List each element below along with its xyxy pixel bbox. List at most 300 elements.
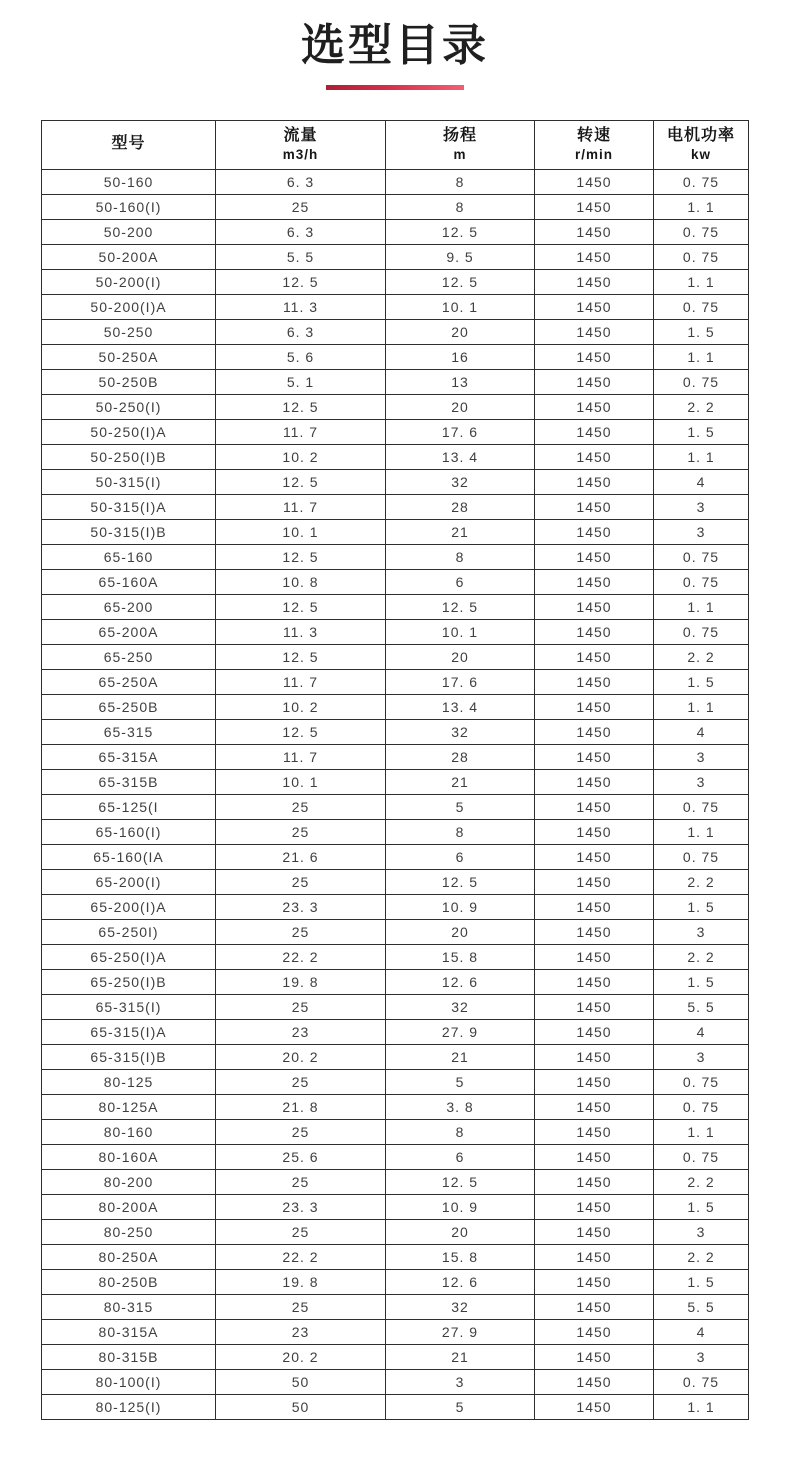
value-cell: 5. 5: [654, 994, 749, 1019]
value-cell: 10. 1: [386, 619, 535, 644]
table-row: [42, 669, 749, 694]
value-cell: 3: [654, 494, 749, 519]
value-cell: 1. 1: [654, 1119, 749, 1144]
model-cell: 50-250A: [42, 344, 216, 369]
table-row: [42, 169, 749, 194]
value-cell: 1450: [535, 494, 654, 519]
value-cell: 19. 8: [216, 969, 386, 994]
value-cell: 1450: [535, 844, 654, 869]
table-row: [42, 719, 749, 744]
value-cell: 25: [216, 1119, 386, 1144]
value-cell: 32: [386, 994, 535, 1019]
value-cell: 2. 2: [654, 944, 749, 969]
value-cell: 32: [386, 1294, 535, 1319]
table-row: [42, 569, 749, 594]
value-cell: 12. 5: [386, 869, 535, 894]
value-cell: 1450: [535, 619, 654, 644]
model-cell: 50-160: [42, 169, 216, 194]
value-cell: 22. 2: [216, 944, 386, 969]
value-cell: 25: [216, 194, 386, 219]
value-cell: 1450: [535, 719, 654, 744]
value-cell: 5. 5: [654, 1294, 749, 1319]
value-cell: 19. 8: [216, 1269, 386, 1294]
value-cell: 50: [216, 1369, 386, 1394]
value-cell: 2. 2: [654, 394, 749, 419]
value-cell: 12. 5: [216, 394, 386, 419]
value-cell: 4: [654, 1019, 749, 1044]
table-row: [42, 194, 749, 219]
table-row: [42, 1394, 749, 1419]
value-cell: 28: [386, 744, 535, 769]
value-cell: 12. 5: [386, 219, 535, 244]
table-row: [42, 1019, 749, 1044]
value-cell: 1. 5: [654, 969, 749, 994]
value-cell: 11. 3: [216, 619, 386, 644]
value-cell: 2. 2: [654, 1169, 749, 1194]
value-cell: 0. 75: [654, 569, 749, 594]
table-row: [42, 1294, 749, 1319]
value-cell: 17. 6: [386, 419, 535, 444]
value-cell: 1450: [535, 1244, 654, 1269]
table-row: [42, 469, 749, 494]
value-cell: 1450: [535, 1319, 654, 1344]
value-cell: 0. 75: [654, 1094, 749, 1119]
column-unit: m3/h: [282, 147, 319, 163]
table-row: [42, 1169, 749, 1194]
table-row: [42, 1369, 749, 1394]
value-cell: 25: [216, 919, 386, 944]
model-cell: 80-160A: [42, 1144, 216, 1169]
value-cell: 6: [386, 569, 535, 594]
value-cell: 1450: [535, 394, 654, 419]
value-cell: 4: [654, 719, 749, 744]
value-cell: 2. 2: [654, 644, 749, 669]
value-cell: 1. 5: [654, 1269, 749, 1294]
value-cell: 1450: [535, 419, 654, 444]
table-row: [42, 1069, 749, 1094]
value-cell: 1450: [535, 344, 654, 369]
model-cell: 65-160(IA: [42, 844, 216, 869]
value-cell: 0. 75: [654, 794, 749, 819]
model-cell: 65-200: [42, 594, 216, 619]
value-cell: 25: [216, 869, 386, 894]
value-cell: 3: [654, 744, 749, 769]
value-cell: 11. 3: [216, 294, 386, 319]
table-row: [42, 694, 749, 719]
model-cell: 65-125(I: [42, 794, 216, 819]
table-row: [42, 244, 749, 269]
value-cell: 25: [216, 1294, 386, 1319]
value-cell: 1. 5: [654, 1194, 749, 1219]
table-row: [42, 269, 749, 294]
table-row: [42, 1144, 749, 1169]
value-cell: 12. 5: [216, 644, 386, 669]
value-cell: 1450: [535, 644, 654, 669]
value-cell: 0. 75: [654, 1069, 749, 1094]
value-cell: 8: [386, 194, 535, 219]
table-row: [42, 1269, 749, 1294]
model-cell: 65-315: [42, 719, 216, 744]
value-cell: 23: [216, 1319, 386, 1344]
table-row: [42, 844, 749, 869]
column-label: 流量: [283, 127, 318, 145]
value-cell: 25. 6: [216, 1144, 386, 1169]
value-cell: 1450: [535, 444, 654, 469]
column-label: 型号: [111, 135, 146, 153]
model-cell: 50-200(I)A: [42, 294, 216, 319]
value-cell: 1. 1: [654, 344, 749, 369]
value-cell: 12. 5: [216, 469, 386, 494]
table-row: [42, 1244, 749, 1269]
table-row: [42, 619, 749, 644]
table-row: [42, 519, 749, 544]
value-cell: 1450: [535, 1119, 654, 1144]
value-cell: 21: [386, 1344, 535, 1369]
model-cell: 65-250: [42, 644, 216, 669]
value-cell: 25: [216, 819, 386, 844]
model-cell: 50-250(I)A: [42, 419, 216, 444]
table-row: [42, 369, 749, 394]
model-cell: 65-200(I): [42, 869, 216, 894]
value-cell: 16: [386, 344, 535, 369]
pump-spec-table: [41, 120, 749, 1420]
table-row: [42, 319, 749, 344]
table-row: [42, 494, 749, 519]
value-cell: 1450: [535, 1019, 654, 1044]
value-cell: 6. 3: [216, 169, 386, 194]
table-row: [42, 1044, 749, 1069]
model-cell: 80-315A: [42, 1319, 216, 1344]
value-cell: 23. 3: [216, 1194, 386, 1219]
column-header: [535, 120, 654, 169]
value-cell: 0. 75: [654, 369, 749, 394]
value-cell: 3. 8: [386, 1094, 535, 1119]
table-row: [42, 219, 749, 244]
value-cell: 22. 2: [216, 1244, 386, 1269]
value-cell: 12. 5: [216, 594, 386, 619]
value-cell: 1. 5: [654, 319, 749, 344]
model-cell: 80-200A: [42, 1194, 216, 1219]
column-unit: m: [453, 147, 467, 163]
value-cell: 11. 7: [216, 744, 386, 769]
model-cell: 65-250(I)A: [42, 944, 216, 969]
model-cell: 65-160: [42, 544, 216, 569]
title-underline: [326, 85, 464, 90]
table-row: [42, 994, 749, 1019]
value-cell: 15. 8: [386, 944, 535, 969]
model-cell: 50-315(I)B: [42, 519, 216, 544]
value-cell: 1450: [535, 1294, 654, 1319]
column-unit: kw: [690, 147, 711, 163]
value-cell: 10. 1: [216, 519, 386, 544]
value-cell: 17. 6: [386, 669, 535, 694]
model-cell: 50-200: [42, 219, 216, 244]
value-cell: 0. 75: [654, 844, 749, 869]
value-cell: 0. 75: [654, 294, 749, 319]
value-cell: 1450: [535, 294, 654, 319]
value-cell: 1450: [535, 194, 654, 219]
value-cell: 21. 8: [216, 1094, 386, 1119]
model-cell: 80-315: [42, 1294, 216, 1319]
value-cell: 1450: [535, 1069, 654, 1094]
table-row: [42, 1119, 749, 1144]
value-cell: 12. 6: [386, 969, 535, 994]
model-cell: 80-250B: [42, 1269, 216, 1294]
model-cell: 80-200: [42, 1169, 216, 1194]
value-cell: 25: [216, 1069, 386, 1094]
model-cell: 65-160A: [42, 569, 216, 594]
value-cell: 1450: [535, 1344, 654, 1369]
value-cell: 3: [654, 1344, 749, 1369]
value-cell: 21: [386, 1044, 535, 1069]
value-cell: 1450: [535, 369, 654, 394]
value-cell: 3: [654, 919, 749, 944]
value-cell: 20: [386, 644, 535, 669]
value-cell: 1450: [535, 669, 654, 694]
value-cell: 0. 75: [654, 1144, 749, 1169]
value-cell: 1450: [535, 1144, 654, 1169]
table-row: [42, 1194, 749, 1219]
table-row: [42, 444, 749, 469]
table-row: [42, 819, 749, 844]
table-row: [42, 1344, 749, 1369]
value-cell: 1450: [535, 1194, 654, 1219]
value-cell: 1450: [535, 519, 654, 544]
value-cell: 12. 5: [216, 719, 386, 744]
value-cell: 12. 6: [386, 1269, 535, 1294]
table-row: [42, 544, 749, 569]
value-cell: 20: [386, 1219, 535, 1244]
value-cell: 1450: [535, 794, 654, 819]
value-cell: 20: [386, 919, 535, 944]
value-cell: 8: [386, 1119, 535, 1144]
value-cell: 3: [654, 1044, 749, 1069]
model-cell: 80-125(I): [42, 1394, 216, 1419]
value-cell: 1450: [535, 1219, 654, 1244]
value-cell: 23: [216, 1019, 386, 1044]
value-cell: 20: [386, 319, 535, 344]
value-cell: 6. 3: [216, 219, 386, 244]
value-cell: 1. 5: [654, 419, 749, 444]
value-cell: 1450: [535, 569, 654, 594]
value-cell: 12. 5: [216, 269, 386, 294]
value-cell: 11. 7: [216, 669, 386, 694]
model-cell: 50-250B: [42, 369, 216, 394]
value-cell: 12. 5: [216, 544, 386, 569]
table-row: [42, 394, 749, 419]
value-cell: 11. 7: [216, 494, 386, 519]
value-cell: 15. 8: [386, 1244, 535, 1269]
value-cell: 4: [654, 469, 749, 494]
value-cell: 1450: [535, 1044, 654, 1069]
value-cell: 0. 75: [654, 169, 749, 194]
model-cell: 80-250A: [42, 1244, 216, 1269]
model-cell: 50-250(I): [42, 394, 216, 419]
column-header: [386, 120, 535, 169]
value-cell: 1450: [535, 744, 654, 769]
table-row: [42, 969, 749, 994]
model-cell: 80-100(I): [42, 1369, 216, 1394]
value-cell: 2. 2: [654, 869, 749, 894]
value-cell: 12. 5: [386, 594, 535, 619]
value-cell: 0. 75: [654, 1369, 749, 1394]
model-cell: 65-250I): [42, 919, 216, 944]
value-cell: 20. 2: [216, 1044, 386, 1069]
value-cell: 3: [654, 1219, 749, 1244]
value-cell: 5: [386, 1069, 535, 1094]
value-cell: 1450: [535, 769, 654, 794]
value-cell: 6: [386, 1144, 535, 1169]
table-row: [42, 944, 749, 969]
value-cell: 50: [216, 1394, 386, 1419]
table-row: [42, 869, 749, 894]
value-cell: 8: [386, 819, 535, 844]
model-cell: 65-315(I)A: [42, 1019, 216, 1044]
model-cell: 50-200A: [42, 244, 216, 269]
model-cell: 65-200(I)A: [42, 894, 216, 919]
model-cell: 80-250: [42, 1219, 216, 1244]
value-cell: 1450: [535, 1269, 654, 1294]
value-cell: 1. 1: [654, 444, 749, 469]
value-cell: 1. 1: [654, 694, 749, 719]
value-cell: 1450: [535, 219, 654, 244]
value-cell: 1450: [535, 1094, 654, 1119]
table-row: [42, 794, 749, 819]
value-cell: 21: [386, 769, 535, 794]
value-cell: 21: [386, 519, 535, 544]
value-cell: 9. 5: [386, 244, 535, 269]
value-cell: 10. 9: [386, 1194, 535, 1219]
value-cell: 1450: [535, 469, 654, 494]
value-cell: 5. 1: [216, 369, 386, 394]
value-cell: 8: [386, 544, 535, 569]
column-header: [216, 120, 386, 169]
value-cell: 23. 3: [216, 894, 386, 919]
value-cell: 25: [216, 994, 386, 1019]
page-title: 选型目录: [301, 21, 489, 70]
value-cell: 13: [386, 369, 535, 394]
model-cell: 65-250B: [42, 694, 216, 719]
value-cell: 5. 6: [216, 344, 386, 369]
value-cell: 1450: [535, 944, 654, 969]
model-cell: 65-315(I): [42, 994, 216, 1019]
value-cell: 10. 1: [386, 294, 535, 319]
table-row: [42, 1094, 749, 1119]
column-header: [42, 120, 216, 169]
table-row: [42, 919, 749, 944]
value-cell: 10. 1: [216, 769, 386, 794]
value-cell: 1450: [535, 819, 654, 844]
model-cell: 50-200(I): [42, 269, 216, 294]
table-row: [42, 294, 749, 319]
value-cell: 12. 5: [386, 269, 535, 294]
model-cell: 50-160(I): [42, 194, 216, 219]
value-cell: 11. 7: [216, 419, 386, 444]
table-row: [42, 644, 749, 669]
value-cell: 1. 1: [654, 194, 749, 219]
model-cell: 65-200A: [42, 619, 216, 644]
model-cell: 65-250(I)B: [42, 969, 216, 994]
model-cell: 65-160(I): [42, 819, 216, 844]
table-row: [42, 419, 749, 444]
value-cell: 32: [386, 469, 535, 494]
table-header: [42, 120, 749, 169]
value-cell: 3: [654, 519, 749, 544]
model-cell: 65-250A: [42, 669, 216, 694]
value-cell: 27. 9: [386, 1319, 535, 1344]
value-cell: 10. 2: [216, 694, 386, 719]
value-cell: 21. 6: [216, 844, 386, 869]
model-cell: 65-315(I)B: [42, 1044, 216, 1069]
value-cell: 1450: [535, 869, 654, 894]
column-label: 电机功率: [666, 127, 735, 145]
value-cell: 13. 4: [386, 444, 535, 469]
value-cell: 4: [654, 1319, 749, 1344]
value-cell: 25: [216, 1219, 386, 1244]
value-cell: 10. 9: [386, 894, 535, 919]
value-cell: 5: [386, 1394, 535, 1419]
table-row: [42, 744, 749, 769]
table-row: [42, 1219, 749, 1244]
value-cell: 1450: [535, 244, 654, 269]
table-row: [42, 594, 749, 619]
value-cell: 5: [386, 794, 535, 819]
value-cell: 32: [386, 719, 535, 744]
value-cell: 8: [386, 169, 535, 194]
value-cell: 10. 2: [216, 444, 386, 469]
model-cell: 65-315B: [42, 769, 216, 794]
value-cell: 1. 1: [654, 594, 749, 619]
table-row: [42, 769, 749, 794]
model-cell: 50-315(I): [42, 469, 216, 494]
value-cell: 0. 75: [654, 544, 749, 569]
value-cell: 1450: [535, 969, 654, 994]
table-body: [42, 169, 749, 1419]
value-cell: 6. 3: [216, 319, 386, 344]
column-label: 扬程: [442, 127, 477, 145]
column-label: 转速: [576, 127, 611, 145]
model-cell: 50-250: [42, 319, 216, 344]
value-cell: 20. 2: [216, 1344, 386, 1369]
value-cell: 5. 5: [216, 244, 386, 269]
value-cell: 6: [386, 844, 535, 869]
value-cell: 27. 9: [386, 1019, 535, 1044]
table-row: [42, 344, 749, 369]
model-cell: 65-315A: [42, 744, 216, 769]
value-cell: 1. 5: [654, 894, 749, 919]
header-row: [42, 120, 749, 169]
value-cell: 1. 1: [654, 269, 749, 294]
value-cell: 1450: [535, 1394, 654, 1419]
value-cell: 1450: [535, 544, 654, 569]
value-cell: 25: [216, 1169, 386, 1194]
value-cell: 1450: [535, 594, 654, 619]
value-cell: 28: [386, 494, 535, 519]
value-cell: 1450: [535, 694, 654, 719]
value-cell: 0. 75: [654, 619, 749, 644]
value-cell: 12. 5: [386, 1169, 535, 1194]
value-cell: 1450: [535, 269, 654, 294]
value-cell: 13. 4: [386, 694, 535, 719]
value-cell: 1450: [535, 994, 654, 1019]
value-cell: 1. 1: [654, 819, 749, 844]
value-cell: 0. 75: [654, 219, 749, 244]
value-cell: 1450: [535, 894, 654, 919]
model-cell: 80-125A: [42, 1094, 216, 1119]
model-cell: 80-315B: [42, 1344, 216, 1369]
value-cell: 20: [386, 394, 535, 419]
value-cell: 1450: [535, 1169, 654, 1194]
